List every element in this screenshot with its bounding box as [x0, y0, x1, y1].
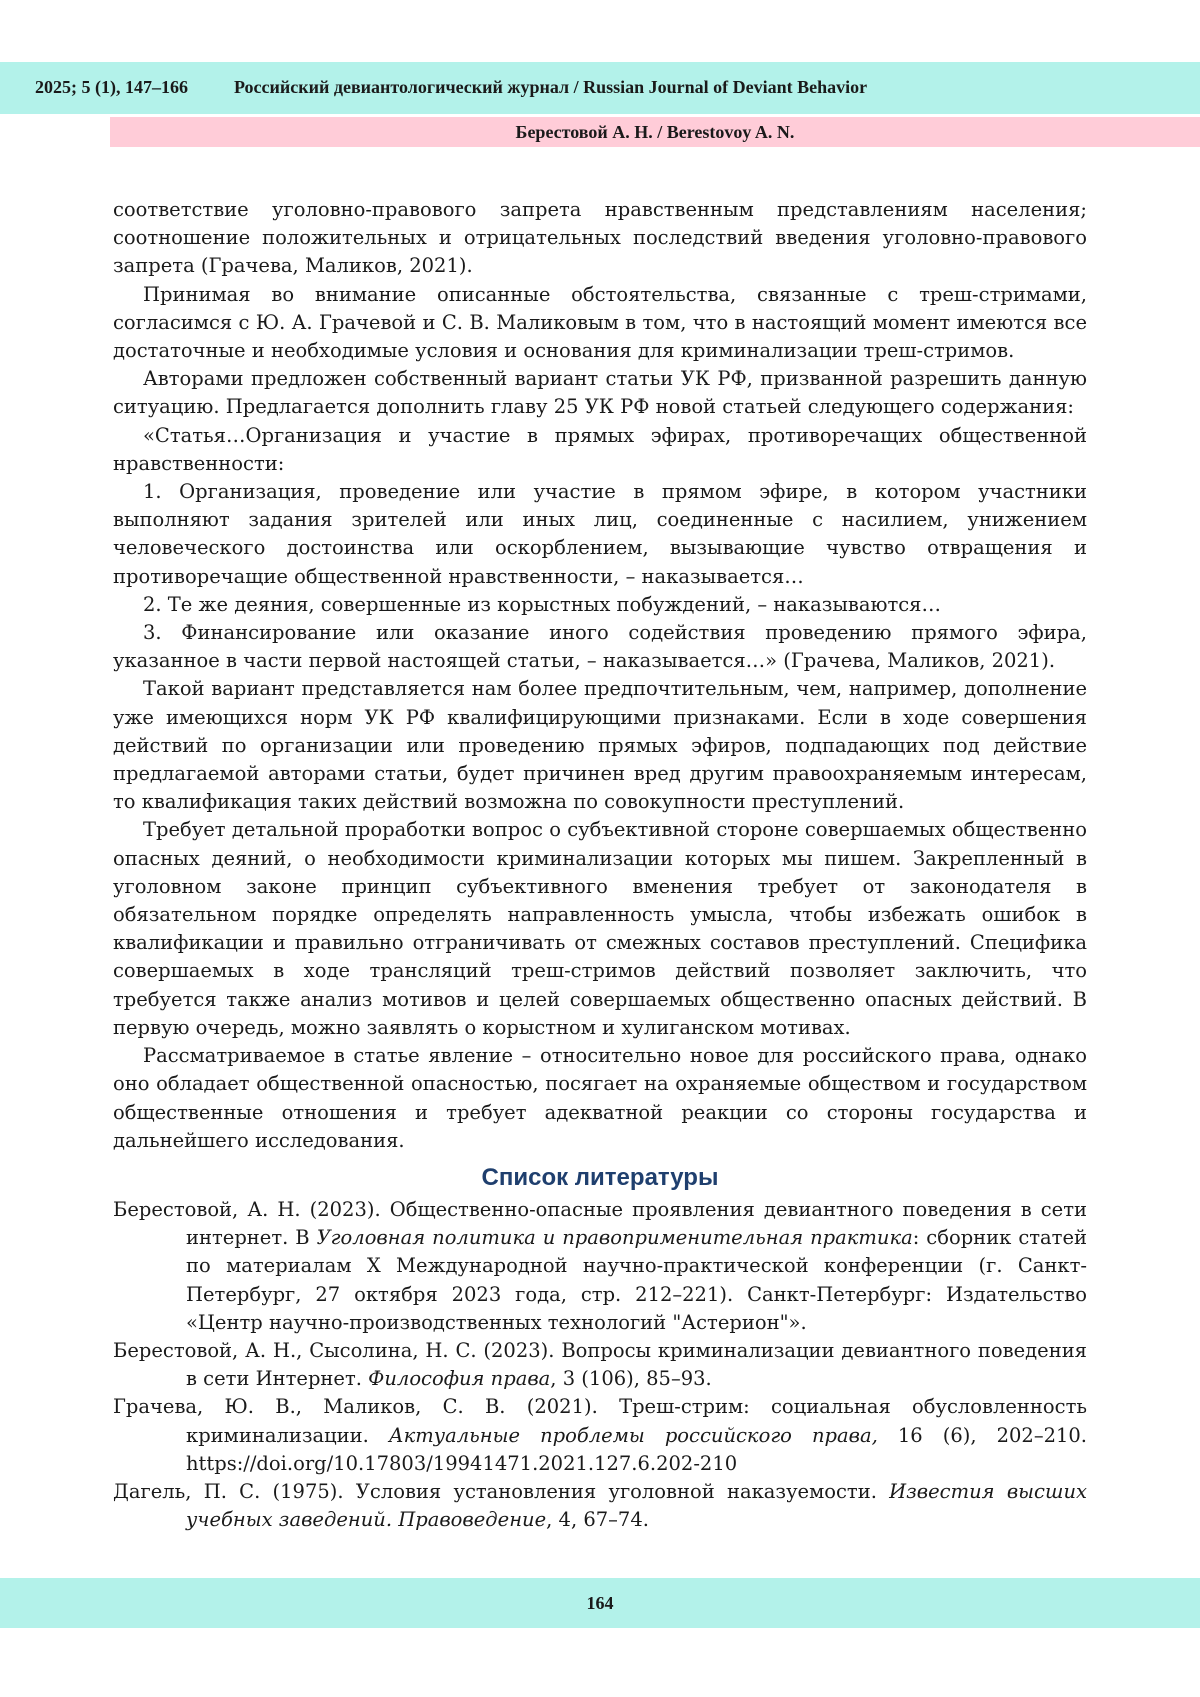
paragraph: Принимая во внимание описанные обстоятельства, связанные с треш-стримами, согласимся с Ю. А. Грачевой и С. В. Маликовым в том, что в настоящий момент имеются все достаточные и необходимые условия и основания для криминализации треш-стримов.: [113, 282, 1087, 363]
paragraph: Авторами предложен собственный вариант статьи УК РФ, призванной разрешить данную ситуацию. Предлагается дополнить главу 25 УК РФ новой статьей следующего содержания:: [113, 367, 1087, 419]
reference-text: , 3 (106), 85–93.: [550, 1367, 712, 1391]
reference-source: Известия высших учебных заведений. Правоведение: [186, 1480, 1088, 1532]
reference-source: Актуальные проблемы российского права,: [388, 1423, 878, 1447]
reference-text: Берестовой, А. Н. (2023). Общественно-опасные проявления девиантного поведения в сети интернет. В: [113, 1198, 1087, 1250]
reference-source: Философия права: [368, 1367, 551, 1391]
paragraph: «Статья…Организация и участие в прямых эфирах, противоречащих общественной нравственности:: [113, 423, 1087, 475]
page-number: 164: [0, 1578, 1200, 1628]
paragraph: Такой вариант представляется нам более предпочтительным, чем, например, дополнение уже имеющихся норм УК РФ квалифицирующими признаками. Если в ходе совершения действий по организации или проведению прямых эфиров, подпадающих под действие предлагаемой авторами статьи, будет причинен вред другим правоохраняемым интересам, то квалификация таких действий возможна по совокупности преступлений.: [113, 677, 1087, 814]
list-item: 3. Финансирование или оказание иного содействия проведению прямого эфира, указанное в части первой настоящей статьи, – наказывается…» (Грачева, Маликов, 2021).: [113, 621, 1087, 673]
references-list: [113, 1196, 1087, 1534]
reference-text: 16 (6), 202–210. https://doi.org/10.17803/19941471.2021.127.6.202-210: [186, 1423, 1087, 1475]
list-item: 1. Организация, проведение или участие в прямом эфире, в котором участники выполняют задания зрителей или иных лиц, соединенные с насилием, унижением человеческого достоинства или оскорблением, вызывающие чувство отвращения и противоречащие общественной нравственности, – наказывается…: [113, 480, 1087, 588]
reference-source: Уголовная политика и правоприменительная практика: [316, 1226, 913, 1250]
author-line: Берестовой А. Н. / Berestovoy A. N.: [110, 117, 1200, 147]
reference-item: [113, 1196, 1087, 1337]
paragraph: соответствие уголовно-правового запрета нравственным представлениям населения; соотношение положительных и отрицательных последствий введения уголовно-правового запрета (Грачева, Маликов, 2021).: [113, 198, 1087, 278]
reference-text: , 4, 67–74.: [546, 1508, 649, 1532]
paragraph: Рассматриваемое в статье явление – относительно новое для российского права, однако оно обладает общественной опасностью, посягает на охраняемые обществом и государством общественные отношения и требует адекватной реакции со стороны государства и дальнейшего исследования.: [113, 1044, 1087, 1152]
references-title: Список литературы: [481, 1164, 719, 1191]
reference-text: Грачева, Ю. В., Маликов, С. В. (2021). Треш-стрим: социальная обусловленность криминализации.: [113, 1395, 1087, 1447]
reference-item: [113, 1393, 1087, 1478]
list-item: 2. Те же деяния, совершенные из корыстных побуждений, – наказываются…: [143, 592, 941, 616]
reference-text: Дагель, П. С. (1975). Условия установления уголовной наказуемости.: [113, 1480, 890, 1504]
reference-item: [113, 1478, 1087, 1534]
article-body: [113, 196, 1087, 1155]
issue-info: 2025; 5 (1), 147–166: [35, 77, 188, 97]
journal-title: Российский девиантологический журнал / Russian Journal of Deviant Behavior: [234, 77, 868, 97]
reference-item: [113, 1337, 1087, 1393]
reference-text: Берестовой, А. Н., Сысолина, Н. С. (2023). Вопросы криминализации девиантного поведения в сети Интернет.: [113, 1339, 1087, 1391]
paragraph: Требует детальной проработки вопрос о субъективной стороне совершаемых общественно опасных деяний, о необходимости криминализации которых мы пишем. Закрепленный в уголовном законе принцип субъективного вменения требует от законодателя в обязательном порядке определять направленность умысла, чтобы избежать ошибок в квалификации и правильно отграничивать от смежных составов преступлений. Специфика совершаемых в ходе трансляций треш-стримов действий позволяет заключить, что требуется также анализ мотивов и целей совершаемых общественно опасных действий. В первую очередь, можно заявлять о корыстном и хулиганском мотивах.: [113, 818, 1087, 1039]
reference-text: : сборник статей по материалам X Международной научно-практической конференции (г. Санкт-Петербург, 27 октября 2023 года, стр. 212–221). Санкт-Петербург: Издательство «Центр научно-производственных технологий "Астерион"».: [186, 1226, 1087, 1334]
